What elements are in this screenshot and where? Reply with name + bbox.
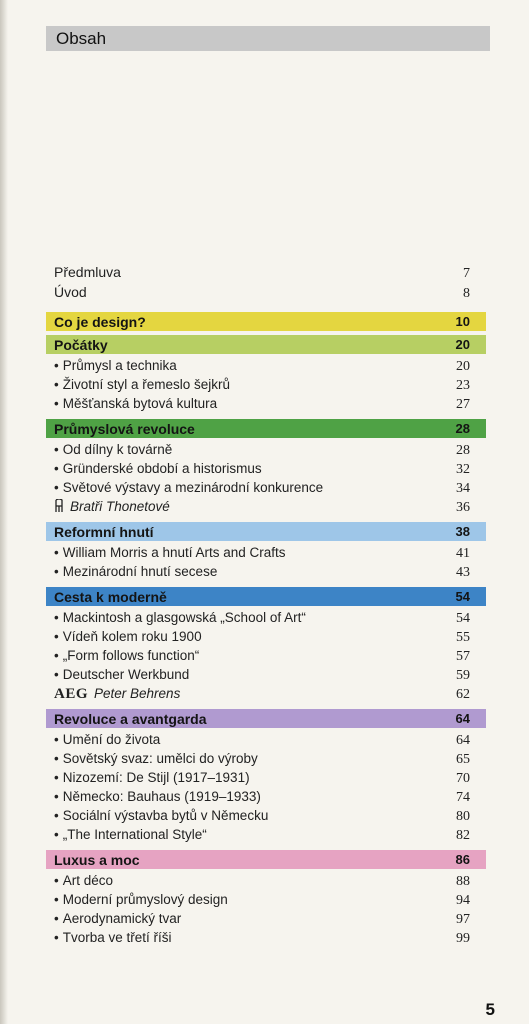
section-header[interactable] — [46, 587, 486, 606]
toc-entry[interactable] — [46, 732, 486, 751]
section-page: 10 — [455, 314, 470, 329]
bullet-icon: • — [54, 770, 59, 785]
toc-entry-title: Předmluva — [54, 264, 121, 280]
toc-entry-title: Vídeň kolem roku 1900 — [62, 629, 202, 644]
toc-entry-label — [54, 770, 250, 785]
section-page: 64 — [455, 711, 470, 726]
toc-entry-title: Art déco — [62, 873, 114, 888]
toc-entry-title: Mezinárodní hnutí secese — [62, 564, 218, 579]
bullet-icon: • — [54, 629, 59, 644]
toc-entry[interactable] — [46, 873, 486, 892]
table-of-contents — [46, 264, 486, 949]
bullet-icon: • — [54, 610, 59, 625]
toc-entry[interactable] — [46, 480, 486, 499]
toc-entry-page: 43 — [456, 565, 470, 580]
toc-entry-label — [54, 499, 170, 514]
toc-entry[interactable] — [46, 499, 486, 518]
toc-entry-title: „The International Style“ — [62, 827, 207, 842]
toc-entry[interactable] — [46, 751, 486, 770]
section-header[interactable] — [46, 522, 486, 541]
toc-entry-label — [54, 732, 160, 747]
page-number: 5 — [485, 1000, 495, 1019]
section-title: Cesta k moderně — [54, 588, 167, 605]
toc-entry-title: Deutscher Werkbund — [62, 667, 190, 682]
toc-entry-title: Moderní průmyslový design — [62, 892, 228, 907]
toc-entry-label — [54, 358, 177, 373]
toc-entry-title: „Form follows function“ — [62, 648, 200, 663]
section-header[interactable] — [46, 419, 486, 438]
toc-entry-label — [54, 461, 262, 476]
toc-entry[interactable] — [46, 610, 486, 629]
toc-entry-title: Sovětský svaz: umělci do výroby — [62, 751, 258, 766]
bullet-icon: • — [54, 667, 59, 682]
bullet-icon: • — [54, 480, 59, 495]
toc-entry-label — [54, 629, 202, 644]
bullet-icon: • — [54, 789, 59, 804]
contents-title: Obsah — [56, 28, 107, 48]
toc-entry-page: 7 — [463, 266, 470, 281]
bullet-icon: • — [54, 911, 59, 926]
toc-entry-page: 74 — [456, 790, 470, 805]
toc-entry[interactable] — [46, 808, 486, 827]
bullet-icon: • — [54, 648, 59, 663]
section-page: 54 — [455, 589, 470, 604]
bullet-icon: • — [54, 442, 59, 457]
toc-entry[interactable] — [46, 911, 486, 930]
toc-entry-label — [54, 377, 230, 392]
toc-entry-label — [54, 480, 323, 495]
bullet-icon: • — [54, 461, 59, 476]
toc-entry[interactable] — [46, 358, 486, 377]
toc-entry[interactable] — [46, 892, 486, 911]
bullet-icon: • — [54, 732, 59, 747]
bullet-icon: • — [54, 808, 59, 823]
section-header[interactable] — [46, 312, 486, 331]
toc-entry-page: 70 — [456, 771, 470, 786]
section-title: Reformní hnutí — [54, 523, 154, 540]
bullet-icon: • — [54, 827, 59, 842]
toc-entry[interactable] — [46, 667, 486, 686]
toc-entry[interactable] — [46, 789, 486, 808]
toc-entry-page: 32 — [456, 462, 470, 477]
toc-entry-title: Tvorba ve třetí říši — [62, 930, 172, 945]
chair-icon — [54, 499, 64, 513]
section-page: 86 — [455, 852, 470, 867]
toc-entry-page: 99 — [456, 931, 470, 946]
toc-entry[interactable] — [46, 648, 486, 667]
toc-entry-label — [54, 930, 172, 945]
section-title: Luxus a moc — [54, 851, 140, 868]
toc-entry-title: Průmysl a technika — [62, 358, 177, 373]
toc-entry[interactable] — [46, 442, 486, 461]
toc-entry-title: Úvod — [54, 284, 87, 300]
toc-entry-title: Gründerské období a historismus — [62, 461, 262, 476]
toc-entry-page: 88 — [456, 874, 470, 889]
toc-entry[interactable] — [46, 827, 486, 846]
toc-entry-label — [54, 564, 217, 579]
toc-entry-title: Peter Behrens — [94, 686, 181, 701]
toc-entry-page: 80 — [456, 809, 470, 824]
toc-entry-label — [54, 827, 207, 842]
toc-entry[interactable] — [46, 545, 486, 564]
section-header[interactable] — [46, 335, 486, 354]
toc-entry[interactable] — [46, 396, 486, 415]
sections-container — [46, 312, 486, 949]
toc-entry-label — [54, 667, 189, 682]
toc-entry[interactable] — [46, 461, 486, 480]
toc-entry-page: 8 — [463, 286, 470, 301]
contents-header — [46, 26, 490, 51]
toc-entry-title: Měšťanská bytová kultura — [62, 396, 218, 411]
toc-entry-label — [54, 610, 306, 625]
section-title: Průmyslová revoluce — [54, 420, 195, 437]
toc-entry-title: Od dílny k továrně — [62, 442, 173, 457]
toc-entry[interactable] — [46, 629, 486, 648]
bullet-icon: • — [54, 751, 59, 766]
toc-entry[interactable] — [46, 377, 486, 396]
bullet-icon: • — [54, 930, 59, 945]
section-header[interactable] — [46, 850, 486, 869]
section-title: Co je design? — [54, 313, 146, 330]
toc-entry[interactable] — [46, 686, 486, 705]
toc-entry-title: Světové výstavy a mezinárodní konkurence — [62, 480, 324, 495]
toc-entry-page: 36 — [456, 500, 470, 515]
toc-entry-page: 28 — [456, 443, 470, 458]
toc-entry-introduction[interactable] — [46, 284, 486, 304]
section-title: Počátky — [54, 336, 108, 353]
toc-entry-page: 55 — [456, 630, 470, 645]
toc-entry-title: Německo: Bauhaus (1919–1933) — [62, 789, 261, 804]
toc-entry-title: Sociální výstavba bytů v Německu — [62, 808, 269, 823]
toc-entry[interactable] — [46, 770, 486, 789]
toc-entry-page: 82 — [456, 828, 470, 843]
section-title: Revoluce a avantgarda — [54, 710, 207, 727]
bullet-icon: • — [54, 892, 59, 907]
toc-entry-label — [54, 808, 268, 823]
toc-entry-title: Nizozemí: De Stijl (1917–1931) — [62, 770, 250, 785]
toc-entry-title: Mackintosh a glasgowská „School of Art“ — [62, 610, 306, 625]
toc-entry-label — [54, 892, 228, 907]
section-page: 28 — [455, 421, 470, 436]
toc-entry-title: Životní styl a řemeslo šejkrů — [62, 377, 231, 392]
toc-entry-title: William Morris a hnutí Arts and Crafts — [62, 545, 286, 560]
toc-entry[interactable] — [46, 930, 486, 949]
toc-entry-page: 59 — [456, 668, 470, 683]
toc-entry-page: 65 — [456, 752, 470, 767]
section-header[interactable] — [46, 709, 486, 728]
page-edge — [0, 0, 8, 1024]
aeg-logo: AEG — [54, 686, 89, 702]
toc-entry-label — [54, 751, 258, 766]
bullet-icon: • — [54, 396, 59, 411]
toc-entry-label — [54, 545, 286, 560]
toc-entry-page: 20 — [456, 359, 470, 374]
toc-entry[interactable] — [46, 564, 486, 583]
toc-entry-page: 27 — [456, 397, 470, 412]
toc-entry-page: 41 — [456, 546, 470, 561]
toc-entry-title: Umění do života — [62, 732, 161, 747]
toc-entry-label — [54, 396, 217, 411]
toc-entry-page: 57 — [456, 649, 470, 664]
toc-entry-page: 64 — [456, 733, 470, 748]
toc-entry-title: Bratři Thonetové — [70, 499, 170, 514]
toc-entry-label — [54, 789, 261, 804]
toc-entry-title: Aerodynamický tvar — [62, 911, 182, 926]
toc-entry-page: 97 — [456, 912, 470, 927]
toc-entry-page: 34 — [456, 481, 470, 496]
section-page: 20 — [455, 337, 470, 352]
bullet-icon: • — [54, 545, 59, 560]
toc-entry-label — [54, 686, 180, 703]
toc-entry-preface[interactable] — [46, 264, 486, 284]
toc-entry-page: 54 — [456, 611, 470, 626]
bullet-icon: • — [54, 873, 59, 888]
bullet-icon: • — [54, 377, 59, 392]
toc-entry-page: 62 — [456, 687, 470, 702]
toc-entry-label — [54, 442, 172, 457]
section-page: 38 — [455, 524, 470, 539]
toc-entry-page: 23 — [456, 378, 470, 393]
toc-entry-label — [54, 648, 199, 663]
toc-entry-label — [54, 873, 113, 888]
toc-entry-label — [54, 911, 181, 926]
bullet-icon: • — [54, 358, 59, 373]
bullet-icon: • — [54, 564, 59, 579]
toc-entry-page: 94 — [456, 893, 470, 908]
